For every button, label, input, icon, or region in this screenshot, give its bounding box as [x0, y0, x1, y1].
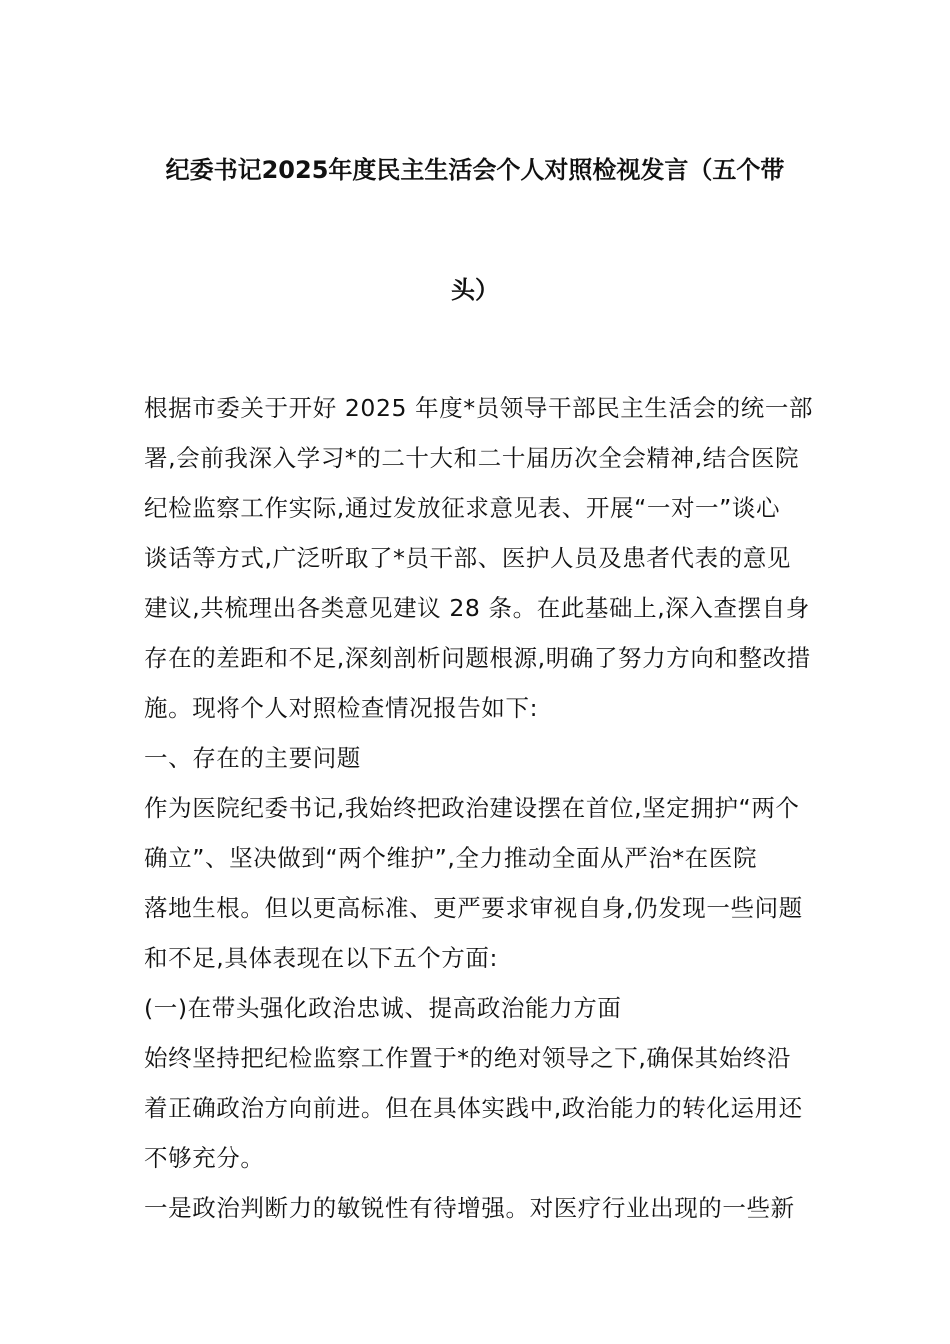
paragraph-line: 纪检监察工作实际,通过发放征求意见表、开展“一对一”谈心 — [144, 494, 781, 522]
paragraph-line: 作为医院纪委书记,我始终把政治建设摆在首位,坚定拥护“两个 — [144, 794, 800, 822]
document-title-line-2: 头） — [451, 276, 499, 304]
paragraph-line: 存在的差距和不足,深刻剖析问题根源,明确了努力方向和整改措 — [144, 644, 811, 672]
paragraph-line: 施。现将个人对照检查情况报告如下: — [144, 694, 539, 722]
paragraph-line: 建议,共梳理出各类意见建议 28 条。在此基础上,深入查摆自身 — [144, 594, 810, 622]
paragraph-line: 一、存在的主要问题 — [144, 744, 361, 772]
paragraph-line: 始终坚持把纪检监察工作置于*的绝对领导之下,确保其始终沿 — [144, 1044, 792, 1072]
document-title-line-1: 纪委书记2025年度民主生活会个人对照检视发言（五个带 — [165, 156, 785, 184]
paragraph-line: 着正确政治方向前进。但在具体实践中,政治能力的转化运用还 — [144, 1094, 803, 1122]
paragraph-line: 确立”、坚决做到“两个维护”,全力推动全面从严治*在医院 — [144, 844, 758, 872]
paragraph-line: 一是政治判断力的敏锐性有待增强。对医疗行业出现的一些新 — [144, 1194, 795, 1222]
paragraph-line: 署,会前我深入学习*的二十大和二十届历次全会精神,结合医院 — [144, 444, 800, 472]
paragraph-line: 谈话等方式,广泛听取了*员干部、医护人员及患者代表的意见 — [144, 544, 792, 572]
paragraph-line: 不够充分。 — [144, 1144, 265, 1172]
paragraph-line: 落地生根。但以更高标准、更严要求审视自身,仍发现一些问题 — [144, 894, 803, 922]
paragraph-line: 根据市委关于开好 2025 年度*员领导干部民主生活会的统一部 — [144, 394, 814, 422]
paragraph-line: 和不足,具体表现在以下五个方面: — [144, 944, 498, 972]
paragraph-line: (一)在带头强化政治忠诚、提高政治能力方面 — [144, 994, 622, 1022]
